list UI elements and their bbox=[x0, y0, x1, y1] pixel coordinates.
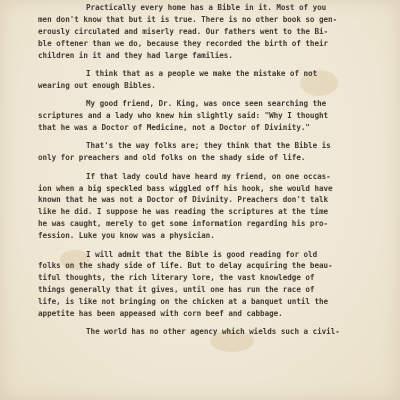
text-line: he was caught, merely to get some information regarding his pro- bbox=[38, 219, 329, 229]
text-line: only for preachers and old folks on the shady side of life. bbox=[38, 153, 306, 163]
text-line: The world has no other agency which wields such a civil- bbox=[86, 327, 340, 337]
text-line: things generally that it gives, until one has run the race of bbox=[38, 285, 315, 295]
text-line: appetite has been appeased with corn beef and cabbage. bbox=[38, 308, 283, 318]
text-line: like he did. I suppose he was reading the scriptures at the time bbox=[38, 207, 329, 217]
text-line: That's the way folks are; they think that the Bible is bbox=[86, 141, 331, 151]
text-line: ion when a big speckled bass wiggled off his hook, she would have bbox=[38, 183, 333, 193]
text-line: ble oftener than we do, because they recorded the birth of their bbox=[38, 38, 329, 48]
text-line: wearing out enough Bibles. bbox=[38, 80, 156, 90]
text-line: life, is like not bringing on the chicken at a banquet until the bbox=[38, 297, 329, 307]
text-line: erously circulated and miserly read. Our fathers went to the Bi- bbox=[38, 26, 329, 36]
text-line: I will admit that the Bible is good reading for old bbox=[86, 249, 318, 259]
text-line: men don't know that but it is true. There is no other book so gen- bbox=[38, 14, 338, 24]
text-line: folks on the shady side of life. But to delay acquiring the beau- bbox=[38, 261, 333, 271]
text-line: If that lady could have heard my friend, on one occas- bbox=[86, 171, 331, 181]
text-line: known that he was not a Doctor of Divinity. Preachers don't talk bbox=[38, 195, 329, 205]
paragraph bbox=[38, 2, 368, 14]
text-line: I think that as a people we make the mistake of not bbox=[86, 68, 318, 78]
text-line: scriptures and a lady who knew him slightly said: "Why I thought bbox=[38, 111, 329, 121]
text-line: tiful thoughts, the rich literary lore, the vast knowledge of bbox=[38, 273, 315, 283]
text-line: children in it and they had large families. bbox=[38, 50, 233, 60]
text-line: fession. Luke you know was a physician. bbox=[38, 231, 215, 241]
typed-text bbox=[38, 2, 368, 338]
text-line: that he was a Doctor of Medicine, not a Doctor of Divinity." bbox=[38, 123, 310, 133]
text-line: Practically every home has a Bible in it. Most of you bbox=[86, 3, 327, 12]
text-line: My good friend, Dr. King, was once seen searching the bbox=[86, 99, 327, 109]
paragraph-continuation bbox=[38, 14, 368, 62]
